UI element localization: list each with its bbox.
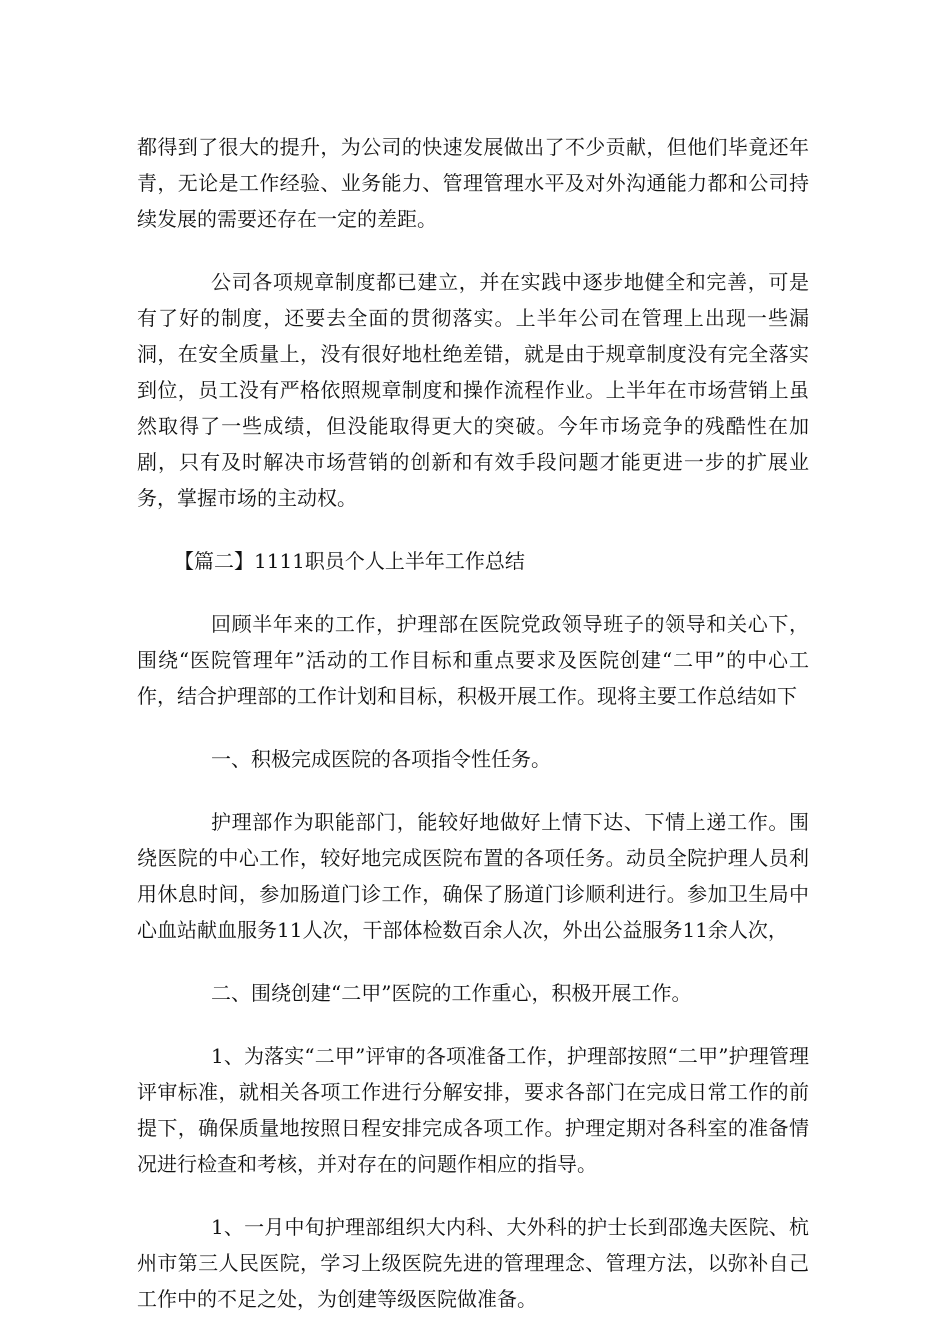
section-heading: 【篇二】1111职员个人上半年工作总结	[174, 549, 525, 573]
paragraph-2: 公司各项规章制度都已建立，并在实践中逐步地健全和完善，可是有了好的制度，还要去全面的贯彻落实。上半年公司在管理上出现一些漏洞，在安全质量上，没有很好地杜绝差错，就是由于规章制度没有完全落实到位，员工没有严格依照规章制度和操作流程作业。上半年在市场营销上虽然取得了一些成绩，但没能取得更大的突破。今年市场竞争的残酷性在加剧，只有及时解决市场营销的创新和有效手段问题才能更进一步的扩展业务，掌握市场的主动权。	[137, 270, 809, 510]
document-body	[137, 129, 809, 1344]
paragraph-7: 1、为落实“二甲”评审的各项准备工作，护理部按照“二甲”护理管理评审标准，就相关各项工作进行分解安排，要求各部门在完成日常工作的前提下，确保质量地按照日程安排完成各项工作。护理定期对各科室的准备情况进行检查和考核，并对存在的问题作相应的指导。	[137, 1044, 809, 1176]
paragraph-1: 都得到了很大的提升，为公司的快速发展做出了不少贡献，但他们毕竟还年青，无论是工作经验、业务能力、管理管理水平及对外沟通能力都和公司持续发展的需要还存在一定的差距。	[137, 135, 809, 231]
paragraph-5: 护理部作为职能部门，能较好地做好上情下达、下情上递工作。围绕医院的中心工作，较好地完成医院布置的各项任务。动员全院护理人员利用休息时间，参加肠道门诊工作，确保了肠道门诊顺利进行。参加卫生局中心血站献血服务11人次，干部体检数百余人次，外出公益服务11余人次，	[137, 810, 809, 942]
paragraph-4: 一、积极完成医院的各项指令性任务。	[211, 747, 551, 771]
paragraph-3: 回顾半年来的工作，护理部在医院党政领导班子的领导和关心下，围绕“医院管理年”活动的工作目标和重点要求及医院创建“二甲”的中心工作，结合护理部的工作计划和目标，积极开展工作。现将主要工作总结如下	[137, 612, 809, 708]
paragraph-8: 1、一月中旬护理部组织大内科、大外科的护士长到邵逸夫医院、杭州市第三人民医院，学习上级医院先进的管理理念、管理方法，以弥补自己工作中的不足之处，为创建等级医院做准备。	[137, 1215, 809, 1311]
paragraph-6: 二、围绕创建“二甲”医院的工作重心，积极开展工作。	[211, 981, 692, 1005]
